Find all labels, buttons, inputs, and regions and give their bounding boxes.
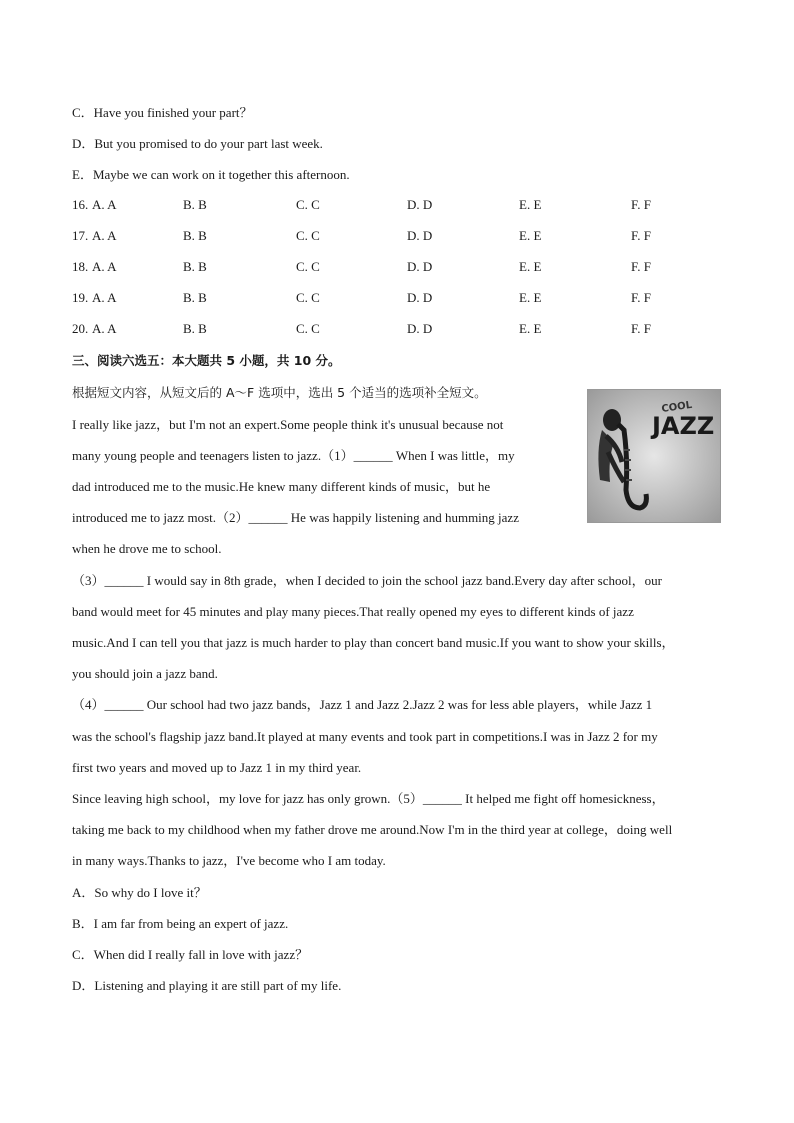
passage-line: （4）______ Our school had two jazz bands，Jazz 1 and Jazz 2.Jazz 2 was for less able players，while Jazz 1: [72, 697, 653, 712]
option-a: A. A: [92, 228, 117, 243]
passage-line: was the school's flagship jazz band.It played at many events and took part in competitions.I was in Jazz 2 for my: [72, 729, 658, 744]
option-d: D. D: [407, 228, 433, 243]
passage-line: in many ways.Thanks to jazz，I've become who I am today.: [72, 853, 386, 868]
passage-line: Since leaving high school，my love for jazz has only grown.（5）______ It helped me fight off homesickness，: [72, 791, 665, 806]
option-c: C. C: [296, 197, 320, 212]
option-b: B. B: [183, 290, 207, 305]
option-e: E. E: [519, 197, 542, 212]
option-f: F. F: [631, 197, 651, 212]
passage-line: introduced me to jazz most.（2）______ He was happily listening and humming jazz: [72, 510, 519, 525]
section-title: 三、阅读六选五：本大题共 5 小题，共 10 分。: [72, 353, 341, 368]
passage-line: many young people and teenagers listen to jazz.（1）______ When I was little，my: [72, 448, 515, 463]
answer-row-16: [72, 197, 672, 215]
passage-line: dad introduced me to the music.He knew many different kinds of music，but he: [72, 479, 491, 494]
passage-option-d: D．Listening and playing it are still part of my life.: [72, 978, 342, 993]
answer-row-17: [72, 228, 672, 246]
option-f: F. F: [631, 228, 651, 243]
answer-row-19: [72, 290, 672, 308]
question-number: 19.: [72, 290, 89, 305]
passage-line: music.And I can tell you that jazz is much harder to play than concert band music.If you want to show your skills，: [72, 635, 675, 650]
passage-line: you should join a jazz band.: [72, 666, 218, 681]
option-d: D. D: [407, 197, 433, 212]
option-e: E. E: [519, 290, 542, 305]
question-number: 20.: [72, 321, 89, 336]
option-b: B. B: [183, 259, 207, 274]
option-b: B. B: [183, 321, 207, 336]
option-a: A. A: [92, 321, 117, 336]
option-b: B. B: [183, 228, 207, 243]
section-instruction: 根据短文内容，从短文后的 A～F 选项中，选出 5 个适当的选项补全短文。: [72, 385, 487, 400]
question-number: 18.: [72, 259, 89, 274]
option-e: E. E: [519, 321, 542, 336]
passage-line: I really like jazz，but I'm not an expert.Some people think it's unusual because not: [72, 417, 504, 432]
saxophone-player-icon: [588, 390, 720, 522]
answer-row-20: [72, 321, 672, 339]
image-text-small: COOL: [660, 399, 693, 415]
option-f: F. F: [631, 290, 651, 305]
image-text-big: JAZZ: [652, 412, 715, 440]
question-number: 17.: [72, 228, 89, 243]
option-b: B. B: [183, 197, 207, 212]
option-a: A. A: [92, 290, 117, 305]
passage-line: taking me back to my childhood when my father drove me around.Now I'm in the third year at college，doing well: [72, 822, 673, 837]
option-f: F. F: [631, 321, 651, 336]
answer-row-18: [72, 259, 672, 277]
option-a: A. A: [92, 259, 117, 274]
option-e: E. E: [519, 259, 542, 274]
passage-line: （3）______ I would say in 8th grade，when I decided to join the school jazz band.Every day after school，our: [72, 573, 662, 588]
option-f: F. F: [631, 259, 651, 274]
passage-option-b: B．I am far from being an expert of jazz.: [72, 916, 289, 931]
option-c: C. C: [296, 290, 320, 305]
option-d: D. D: [407, 321, 433, 336]
option-d: D. D: [407, 259, 433, 274]
passage-line: when he drove me to school.: [72, 541, 222, 556]
question-number: 16.: [72, 197, 89, 212]
option-c: C. C: [296, 321, 320, 336]
option-d: D. D: [407, 290, 433, 305]
option-a: A. A: [92, 197, 117, 212]
passage-line: first two years and moved up to Jazz 1 in my third year.: [72, 760, 362, 775]
option-c: C. C: [296, 228, 320, 243]
option-c: C. C: [296, 259, 320, 274]
option-e: E. E: [519, 228, 542, 243]
passage-option-c: C．When did I really fall in love with jazz？: [72, 947, 309, 962]
dialogue-option-e: E．Maybe we can work on it together this afternoon.: [72, 167, 350, 182]
dialogue-option-c: C．Have you finished your part？: [72, 105, 253, 120]
dialogue-option-d: D．But you promised to do your part last week.: [72, 136, 323, 151]
passage-line: band would meet for 45 minutes and play many pieces.That really opened my eyes to different kinds of jazz: [72, 604, 634, 619]
jazz-saxophone-image: [587, 389, 721, 523]
passage-option-a: A．So why do I love it？: [72, 885, 207, 900]
